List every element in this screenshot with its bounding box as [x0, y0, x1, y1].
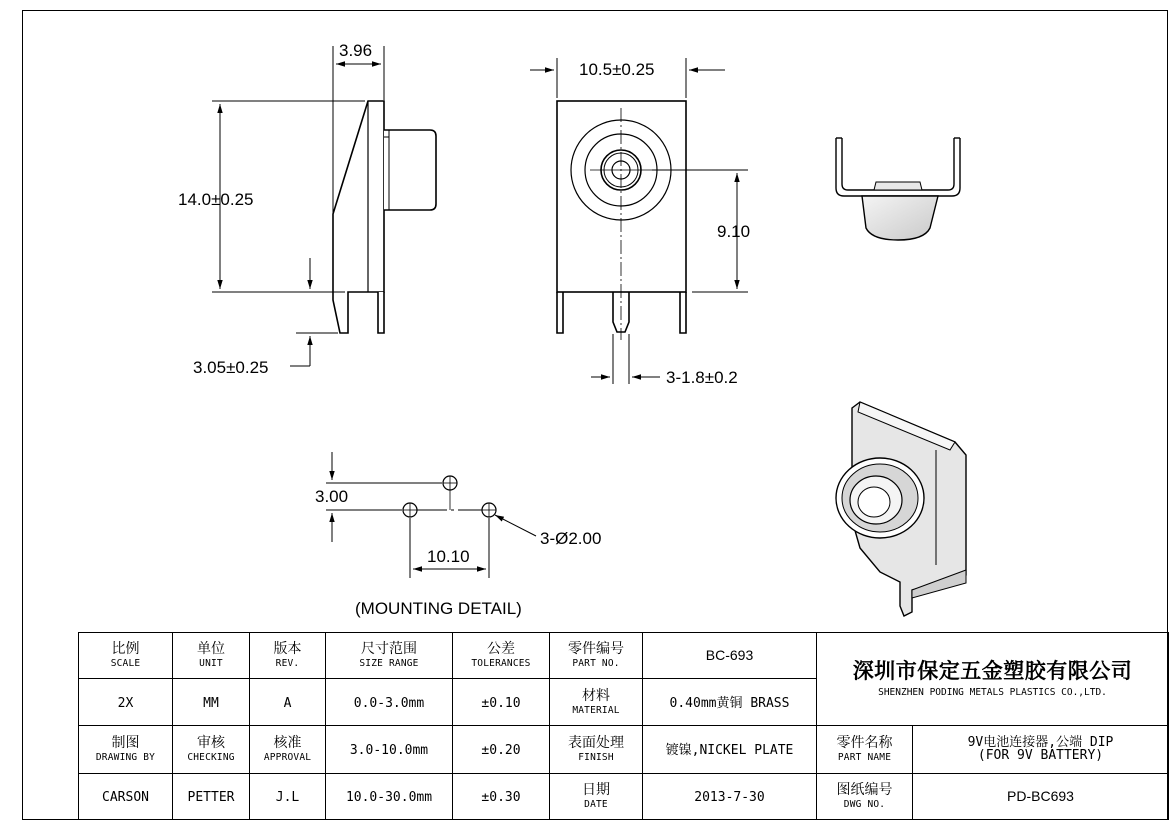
- mounting-caption: (MOUNTING DETAIL): [355, 599, 522, 618]
- size-range-label: 尺寸范围 SIZE RANGE: [326, 633, 453, 679]
- dim-hole-diameter: 3-Ø2.00: [540, 529, 602, 548]
- tolerance-value: ±0.10: [453, 679, 550, 725]
- drawing-by-value: CARSON: [79, 773, 173, 820]
- rev-value: A: [250, 679, 326, 725]
- scale-label: 比例 SCALE: [79, 633, 173, 679]
- unit-value: MM: [173, 679, 250, 725]
- front-view: [557, 101, 686, 340]
- dim-height: 14.0±0.25: [178, 190, 254, 209]
- tolerance-label: 公差 TOLERANCES: [453, 633, 550, 679]
- range-value: 0.0-3.0mm: [326, 679, 453, 725]
- checking-value: PETTER: [173, 773, 250, 820]
- dim-side-width: 3.96: [339, 41, 373, 60]
- approval-label: 核准 APPROVAL: [250, 725, 326, 773]
- scale-value: 2X: [79, 679, 173, 725]
- dwg-no-value: PD-BC693: [913, 773, 1169, 820]
- tolerance-value: ±0.20: [453, 725, 550, 773]
- iso-view-top: [836, 138, 960, 240]
- material-label: 材料 MATERIAL: [550, 679, 643, 725]
- rev-label: 版本 REV.: [250, 633, 326, 679]
- date-value: 2013-7-30: [643, 773, 817, 820]
- date-label: 日期 DATE: [550, 773, 643, 820]
- approval-value: J.L: [250, 773, 326, 820]
- part-name-value: 9V电池连接器,公端 DIP (FOR 9V BATTERY): [913, 725, 1169, 773]
- drawing-by-label: 制图 DRAWING BY: [79, 725, 173, 773]
- part-name-label: 零件名称 PART NAME: [817, 725, 913, 773]
- side-view: [333, 101, 436, 333]
- tolerance-value: ±0.30: [453, 773, 550, 820]
- finish-label: 表面处理 FINISH: [550, 725, 643, 773]
- part-no-label: 零件编号 PART NO.: [550, 633, 643, 679]
- iso-view-perspective: [836, 402, 966, 616]
- company-cell: 深圳市保定五金塑胶有限公司 SHENZHEN PODING METALS PLASTICS CO.,LTD.: [817, 633, 1169, 726]
- dim-pin-width: 3-1.8±0.2: [666, 368, 738, 387]
- range-value: 10.0-30.0mm: [326, 773, 453, 820]
- finish-value: 镀镍,NICKEL PLATE: [643, 725, 817, 773]
- unit-label: 单位 UNIT: [173, 633, 250, 679]
- dim-body-width: 10.5±0.25: [579, 60, 655, 79]
- dim-mount-offset: 3.00: [315, 487, 349, 506]
- checking-label: 审核 CHECKING: [173, 725, 250, 773]
- range-value: 3.0-10.0mm: [326, 725, 453, 773]
- title-block: [78, 632, 1168, 820]
- material-value: 0.40mm黄铜 BRASS: [643, 679, 817, 725]
- dim-mount-spacing: 10.10: [427, 547, 470, 566]
- dwg-no-label: 图纸编号 DWG NO.: [817, 773, 913, 820]
- dim-center-height: 9.10: [717, 222, 751, 241]
- part-no-value: BC-693: [643, 633, 817, 679]
- dim-pin-length: 3.05±0.25: [193, 358, 269, 377]
